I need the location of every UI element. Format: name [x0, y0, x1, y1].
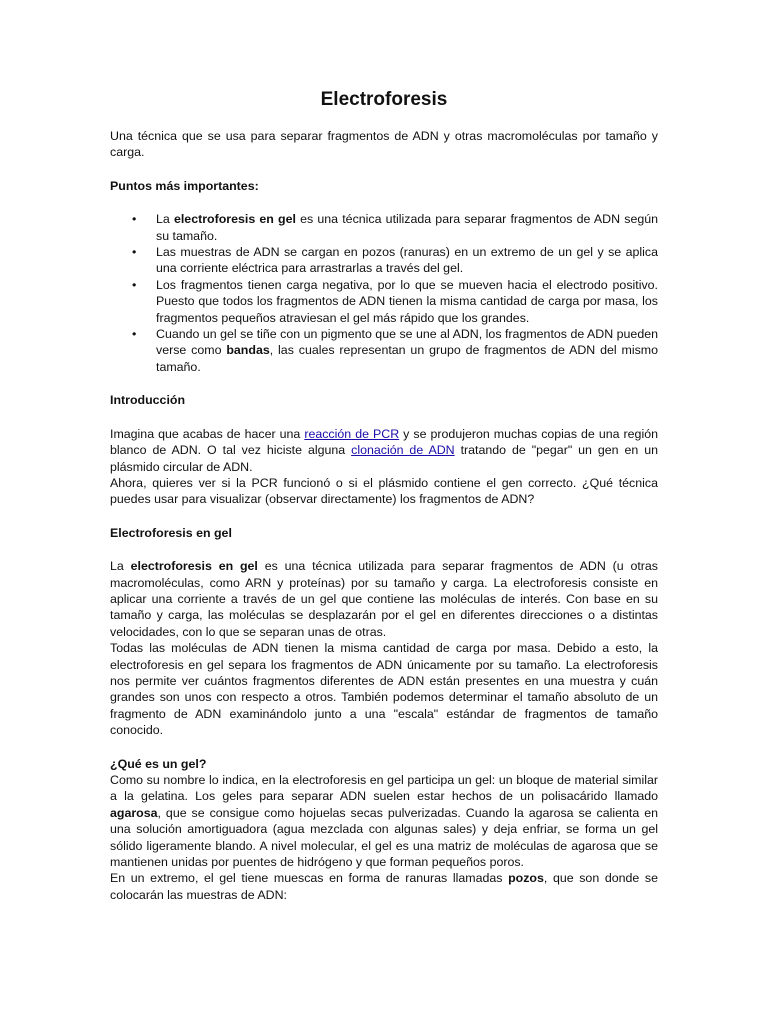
que-es-paragraph-2: En un extremo, el gel tiene muescas en forma de ranuras llamadas pozos, que son donde se colocarán las muestras de ADN:: [110, 871, 658, 902]
key-points-list: [110, 211, 658, 375]
bold-term: electroforesis en gel: [173, 212, 296, 227]
intro-paragraph: Una técnica que se usa para separar fragmentos de ADN y otras macromoléculas por tamaño y carga.: [110, 129, 658, 160]
gel-paragraph-2: Todas las moléculas de ADN tienen la misma cantidad de carga por masa. Debido a esto, la electroforesis en gel separa los fragmentos de ADN únicamente por su tamaño. La electroforesis nos permite ver cuántos fragmentos diferentes de ADN están presentes en una muestra y cuán grandes son unos con respecto a otros. También podemos determinar el tamaño absoluto de un fragmento de ADN examinándolo junto a una "escala" estándar de fragmentos de tamaño conocido.: [110, 641, 658, 738]
bold-term: agarosa: [110, 805, 158, 820]
list-item: • La electroforesis en gel es una técnica utilizada para separar fragmentos de ADN según su tamaño.: [156, 211, 658, 244]
intro-section-paragraph-2: Ahora, quieres ver si la PCR funcionó o si el plásmido contiene el gen correcto. ¿Qué técnica puedes usar para visualizar (observar directamente) los fragmentos de ADN?: [110, 475, 658, 507]
pcr-link[interactable]: reacción de PCR: [304, 426, 400, 441]
list-item: • Los fragmentos tienen carga negativa, por lo que se mueven hacia el electrodo positivo. Puesto que todos los fragmentos de ADN tienen la misma cantidad de carga por masa, los fragmentos pequeños atraviesan el gel más rápido que los grandes.: [156, 277, 658, 326]
section-heading-gel: Electroforesis en gel: [110, 525, 232, 540]
cloning-link[interactable]: clonación de ADN: [351, 443, 455, 458]
que-es-paragraph: Como su nombre lo indica, en la electroforesis en gel participa un gel: un bloque de material similar a la gelatina. Los geles para separar ADN suelen estar hechos de un polisacárido llamado agarosa, que se consigue como hojuelas secas pulverizadas. Cuando la agarosa se calienta en una solución amortiguadora (agua mezclada con algunas sales) y deja enfriar, se forma un gel sólido ligeramente blando. A nivel molecular, el gel es una matriz de moléculas de agarosa que se mantienen unidas por puentes de hidrógeno y que forman pequeños poros.: [110, 773, 658, 870]
list-item: • Cuando un gel se tiñe con un pigmento que se une al ADN, los fragmentos de ADN pueden verse como bandas, las cuales representan un grupo de fragmentos de ADN del mismo tamaño.: [156, 326, 658, 375]
points-heading: Puntos más importantes:: [110, 178, 259, 193]
bold-term: bandas: [226, 343, 270, 358]
intro-section-paragraph: Imagina que acabas de hacer una reacción de PCR y se produjeron muchas copias de una región blanco de ADN. O tal vez hiciste alguna clonación de ADN tratando de "pegar" un gen en un plásmido circular de ADN.: [110, 426, 659, 474]
page-title: Electroforesis: [320, 89, 448, 110]
section-heading-que-es-gel: ¿Qué es un gel?: [110, 756, 207, 771]
list-item: • Las muestras de ADN se cargan en pozos (ranuras) en un extremo de un gel y se aplica una corriente eléctrica para arrastrarlas a través del gel.: [156, 244, 658, 277]
section-heading-introduccion: Introducción: [110, 393, 186, 408]
bold-term: electroforesis en gel: [130, 559, 258, 574]
gel-paragraph: La electroforesis en gel es una técnica utilizada para separar fragmentos de ADN (u otras macromoléculas, como ARN y proteínas) por su tamaño y carga. La electroforesis consiste en aplicar una corriente a través de un gel que contiene las moléculas de interés. Con base en su tamaño y carga, las moléculas se desplazarán por el gel en diferentes direcciones o a distintas velocidades, con lo que se separan unas de otras.: [110, 559, 659, 639]
bold-term: pozos: [508, 871, 544, 886]
